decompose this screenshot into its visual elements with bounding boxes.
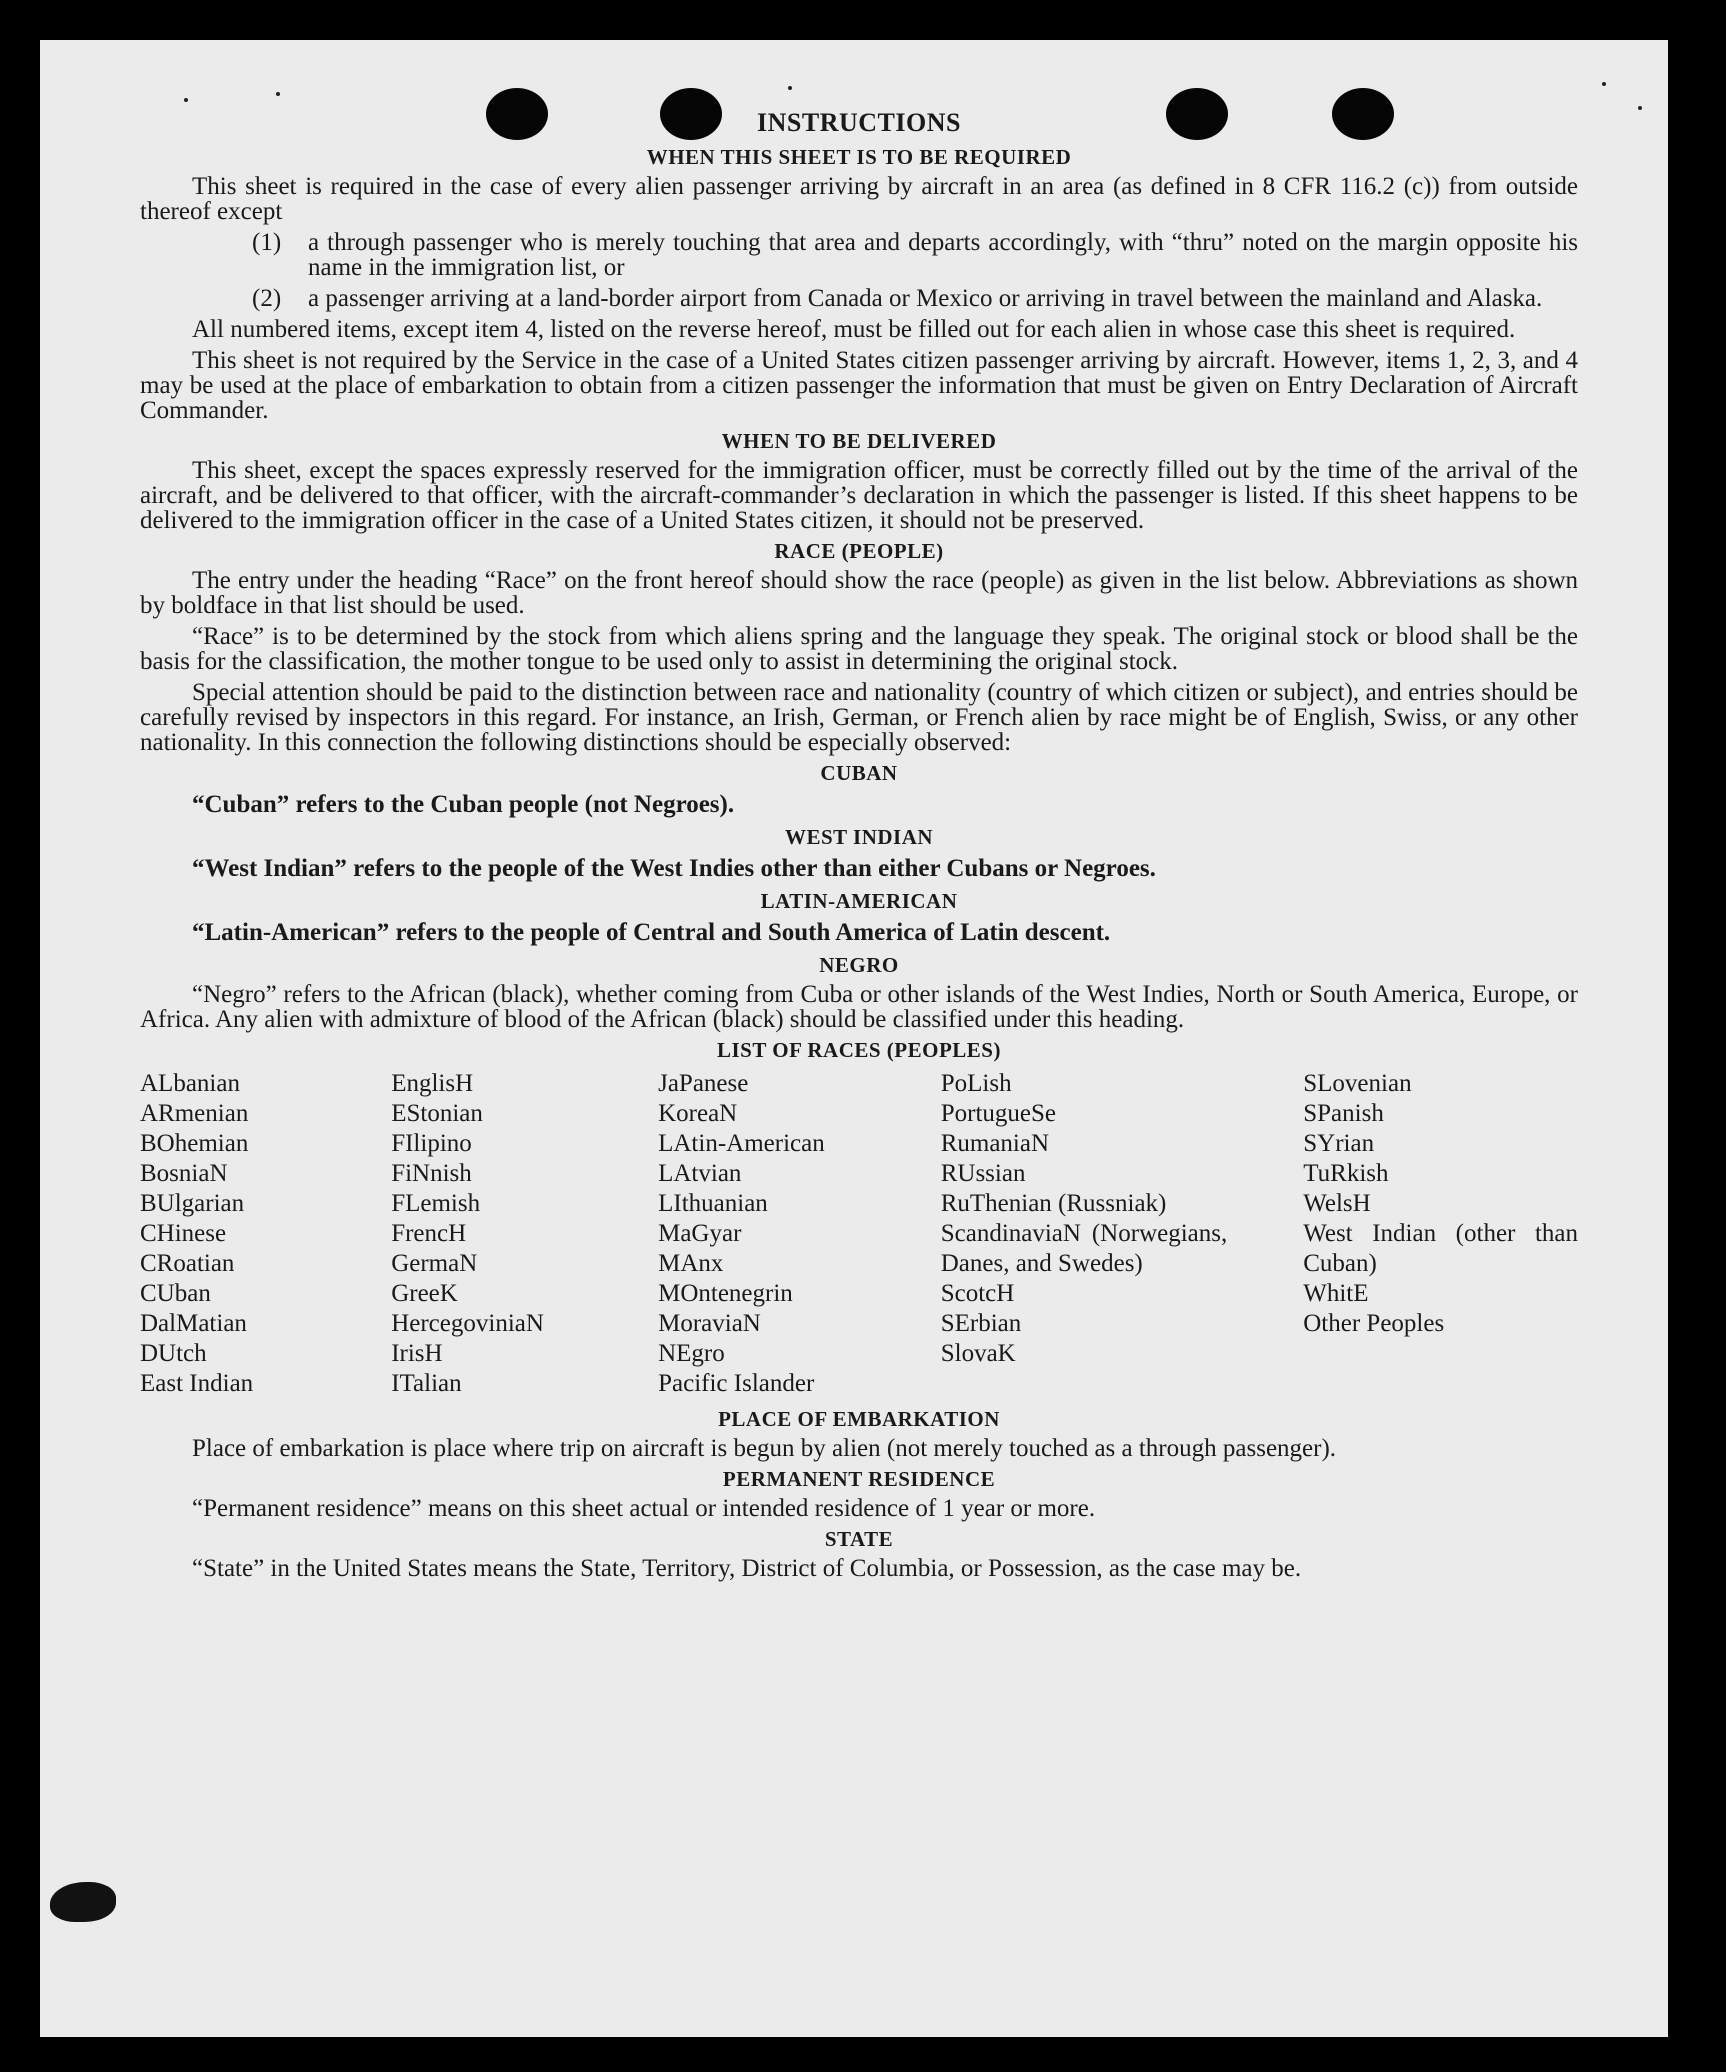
heading-state: STATE [824, 1527, 894, 1551]
paragraph: “Race” is to be determined by the stock from which aliens spring and the language they speak. The original stock or blood shall be the basis for the classification, the mother tongue to be used only to assist in determining the original stock. [140, 623, 1578, 675]
definition-west-indian: “West Indian” refers to the people of the West Indies other than either Cubans or Negroes. [192, 855, 1156, 882]
race-entry: FIlipino [391, 1130, 472, 1157]
race-entry: Other Peoples [1303, 1310, 1445, 1337]
race-entry: SLovenian [1303, 1070, 1412, 1097]
race-column [1303, 1069, 1578, 1399]
race-entry: MAnx [658, 1250, 724, 1277]
item-text: a through passenger who is merely touching that area and departs accordingly, with “thru” noted on the margin opposite his name in the immigration list, or [308, 229, 1578, 281]
race-entry: TuRkish [1303, 1160, 1389, 1187]
race-entry: SErbian [940, 1310, 1022, 1337]
race-entry: BUlgarian [140, 1190, 245, 1217]
race-entry: ARmenian [140, 1100, 249, 1127]
exception-list [140, 230, 1578, 311]
race-entry: SlovaK [940, 1340, 1016, 1367]
race-entry: ScotcH [940, 1280, 1015, 1307]
heading-residence: PERMANENT RESIDENCE [722, 1467, 996, 1491]
heading-west-indian: WEST INDIAN [784, 825, 934, 849]
race-entry: RumaniaN [940, 1130, 1050, 1157]
race-entry: CUban [140, 1280, 211, 1307]
heading-race: RACE (PEOPLE) [774, 539, 944, 563]
race-entry: West Indian (other than Cuban) [1303, 1220, 1578, 1277]
race-entry: PortugueSe [940, 1100, 1056, 1127]
race-entry: SPanish [1303, 1100, 1384, 1127]
race-column [140, 1069, 391, 1399]
exception-item [140, 286, 1578, 311]
race-entry: NEgro [658, 1340, 725, 1367]
speck [788, 86, 792, 90]
race-entry: RUssian [940, 1160, 1026, 1187]
heading-when-delivered: WHEN TO BE DELIVERED [721, 429, 997, 453]
race-entry: EnglisH [391, 1070, 474, 1097]
race-entry: RuThenian (Russniak) [940, 1190, 1167, 1217]
paragraph: This sheet, except the spaces expressly reserved for the immigration officer, must be correctly filled out by the time of the arrival of the aircraft, and be delivered to that officer, with the aircraft-commander’s declaration in which the passenger is listed. If this sheet happens to be delivered to the immigration officer in the case of a United States citizen, it should not be preserved. [140, 457, 1578, 534]
paragraph: Special attention should be paid to the distinction between race and nationality (country of which citizen or subject), and entries should be carefully revised by inspectors in this regard. For instance, an Irish, German, or French alien by race might be of English, Swiss, or any other nationality. In this connection the following distinctions should be especially observed: [140, 679, 1578, 756]
paragraph: “Permanent residence” means on this sheet actual or intended residence of 1 year or more. [192, 1495, 1096, 1522]
race-entry: MoraviaN [658, 1310, 761, 1337]
heading-embarkation: PLACE OF EMBARKATION [718, 1407, 1000, 1431]
heading-when-required: WHEN THIS SHEET IS TO BE REQUIRED [646, 145, 1072, 169]
race-entry: GreeK [391, 1280, 458, 1307]
heading-negro: NEGRO [819, 953, 899, 977]
item-number: (1) [252, 229, 282, 256]
speck [276, 92, 280, 96]
race-entry: MOntenegrin [658, 1280, 793, 1307]
instructions-content [140, 110, 1578, 1587]
race-entry: MaGyar [658, 1220, 742, 1247]
race-entry: BosniaN [140, 1160, 228, 1187]
race-column [391, 1069, 658, 1399]
item-number: (2) [252, 285, 282, 312]
page-title: INSTRUCTIONS [757, 108, 961, 137]
heading-latin-american: LATIN-AMERICAN [760, 889, 958, 913]
race-entry: ScandinaviaN (Norwegians, Danes, and Swedes) [940, 1220, 1228, 1277]
race-entry: WhitE [1303, 1280, 1369, 1307]
speck [1638, 106, 1642, 110]
race-entry: SYrian [1303, 1130, 1375, 1157]
race-entry: HercegoviniaN [391, 1310, 544, 1337]
race-entry: LAtvian [658, 1160, 742, 1187]
exception-item [140, 230, 1578, 280]
paragraph: This sheet is required in the case of every alien passenger arriving by aircraft in an area (as defined in 8 CFR 116.2 (c)) from outside thereof except [140, 173, 1578, 225]
paragraph: This sheet is not required by the Service in the case of a United States citizen passenger arriving by aircraft. However, items 1, 2, 3, and 4 may be used at the place of embarkation to obtain from a citizen passenger the information that must be given on Entry Declaration of Aircraft Commander. [140, 347, 1578, 424]
race-entry: LAtin-American [658, 1130, 825, 1157]
race-entry: DalMatian [140, 1310, 247, 1337]
speck [184, 98, 188, 102]
speck [1602, 82, 1606, 86]
heading-list-of-races: LIST OF RACES (PEOPLES) [717, 1038, 1001, 1062]
race-column [941, 1069, 1228, 1399]
item-text: a passenger arriving at a land-border airport from Canada or Mexico or arriving in travel between the mainland and Alaska. [308, 285, 1543, 312]
paragraph: “State” in the United States means the State, Territory, District of Columbia, or Possession, as the case may be. [192, 1555, 1302, 1582]
race-entry: LIthuanian [658, 1190, 768, 1217]
race-entry: CHinese [140, 1220, 227, 1247]
race-entry: PoLish [940, 1070, 1012, 1097]
definition-latin-american: “Latin-American” refers to the people of Central and South America of Latin descent. [192, 919, 1111, 946]
paragraph: Place of embarkation is place where trip on aircraft is begun by alien (not merely touched as a through passenger). [192, 1435, 1337, 1462]
definition-cuban: “Cuban” refers to the Cuban people (not Negroes). [192, 791, 735, 818]
race-list [140, 1069, 1578, 1399]
race-entry: JaPanese [658, 1070, 749, 1097]
race-entry: GermaN [391, 1250, 478, 1277]
race-entry: Pacific Islander [658, 1370, 815, 1397]
race-entry: ITalian [391, 1370, 462, 1397]
race-entry: WelsH [1303, 1190, 1371, 1217]
race-column [658, 1069, 941, 1399]
definition-negro: “Negro” refers to the African (black), whether coming from Cuba or other islands of the West Indies, North or South America, Europe, or Africa. Any alien with admixture of blood of the African (black) should be classified under this heading. [140, 981, 1578, 1033]
race-entry: East Indian [140, 1370, 254, 1397]
heading-cuban: CUBAN [820, 761, 898, 785]
race-entry: CRoatian [140, 1250, 235, 1277]
race-entry: FiNnish [391, 1160, 472, 1187]
race-entry: FLemish [391, 1190, 481, 1217]
paragraph: The entry under the heading “Race” on the front hereof should show the race (people) as given in the list below. Abbreviations as shown by boldface in that list should be used. [140, 567, 1578, 619]
race-entry: KoreaN [658, 1100, 738, 1127]
race-entry: FrencH [391, 1220, 467, 1247]
race-entry: IrisH [391, 1340, 443, 1367]
paragraph: All numbered items, except item 4, listed on the reverse hereof, must be filled out for each alien in whose case this sheet is required. [192, 316, 1516, 343]
race-entry: EStonian [391, 1100, 483, 1127]
race-entry: ALbanian [140, 1070, 240, 1097]
race-entry: BOhemian [140, 1130, 249, 1157]
race-entry: DUtch [140, 1340, 207, 1367]
document-sheet [40, 40, 1668, 2037]
ink-blot [50, 1882, 116, 1922]
